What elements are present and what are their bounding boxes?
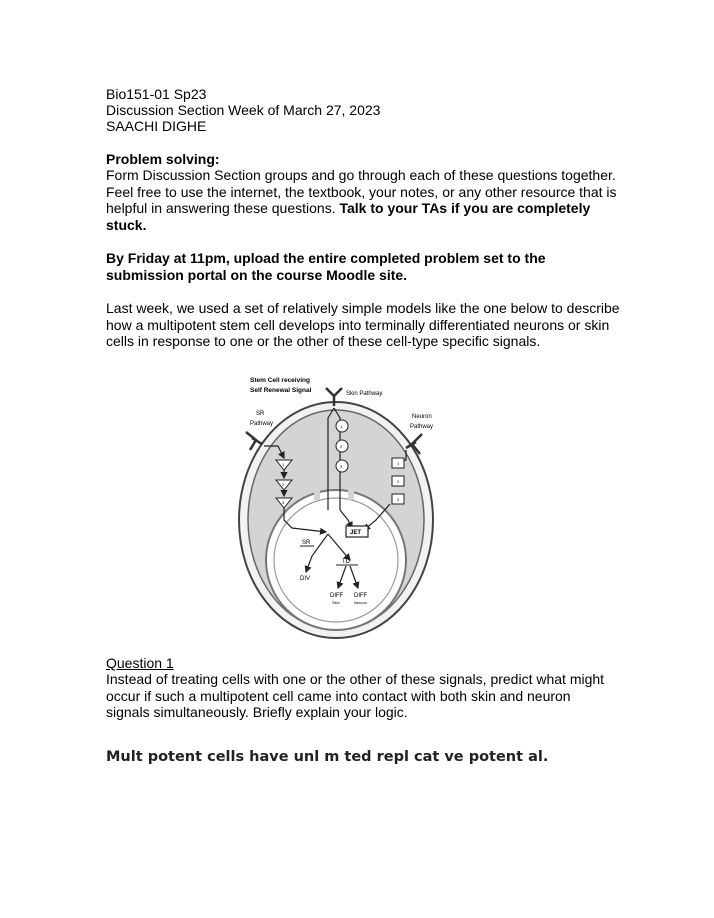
problem-solving-paragraph xyxy=(106,167,626,233)
diff-skin-sub: Skin xyxy=(332,600,340,605)
question1-label: Question 1 xyxy=(106,655,174,671)
question1-text: Instead of treating cells with one or the other of these signals, predict what might occur if such a multipotent cell came into contact with both skin and neuron signals simultaneously. Briefly explain your logic. xyxy=(106,671,605,720)
problem-solving-heading: Problem solving: xyxy=(106,151,220,167)
skin-pathway-label: Skin Pathway xyxy=(346,391,383,397)
neuron-pathway-label-2: Pathway xyxy=(410,424,434,430)
neuron-node-3-label: 3 xyxy=(397,497,400,502)
intro-paragraph: Last week, we used a set of relatively simple models like the one below to describe how a multipotent stem cell develops into terminally differentiated neurons or skin cells in response to one or the other of these cell-type specific signals. xyxy=(106,300,620,349)
ta-help-note: Talk to your TAs if you are completely stuck. xyxy=(106,200,591,233)
student-answer: Mult potent cells have unl m ted repl cat ve potent al. xyxy=(106,749,549,765)
deadline-note: By Friday at 11pm, upload the entire completed problem set to the submission portal on the course Moodle site. xyxy=(106,250,546,283)
course-code: Bio151-01 Sp23 xyxy=(106,86,207,102)
diff-neuron-sub: Neuron xyxy=(354,600,368,605)
stem-cell-diagram xyxy=(226,370,446,645)
sr-node-2-label: 2 xyxy=(282,482,285,487)
jet-label: JET xyxy=(350,530,362,536)
div-label: DIV xyxy=(300,576,311,582)
sr-pathway-label-2: Pathway xyxy=(250,421,274,427)
neuron-node-2-label: 2 xyxy=(397,479,400,484)
skin-node-1-label: 1 xyxy=(340,424,343,429)
diff-neuron-label: DIFF xyxy=(354,593,368,599)
section-title: Discussion Section Week of March 27, 2023 xyxy=(106,102,381,118)
skin-node-2-label: 2 xyxy=(340,444,343,449)
neuron-node-1-label: 1 xyxy=(397,461,400,466)
sr-label: SR xyxy=(302,540,311,546)
sr-node-1-label: 1 xyxy=(282,462,285,467)
diagram-title-1: Stem Cell receiving xyxy=(250,377,310,384)
sr-pathway-label-1: SR xyxy=(256,411,265,417)
sr-node-3-label: 3 xyxy=(282,500,285,505)
td-label: TD xyxy=(342,559,350,565)
problem-solving-text: Form Discussion Section groups and go through each of these questions together. Feel free to use the internet, the textbook, your notes, or any other resource that is helpful in answering these questions. xyxy=(106,167,617,216)
student-name: SAACHI DIGHE xyxy=(106,118,207,134)
diagram-title-2: Self Renewal Signal xyxy=(250,387,312,394)
diff-skin-label: DIFF xyxy=(330,593,344,599)
neuron-pathway-label-1: Neuron xyxy=(412,414,432,420)
skin-node-3-label: 3 xyxy=(340,464,343,469)
